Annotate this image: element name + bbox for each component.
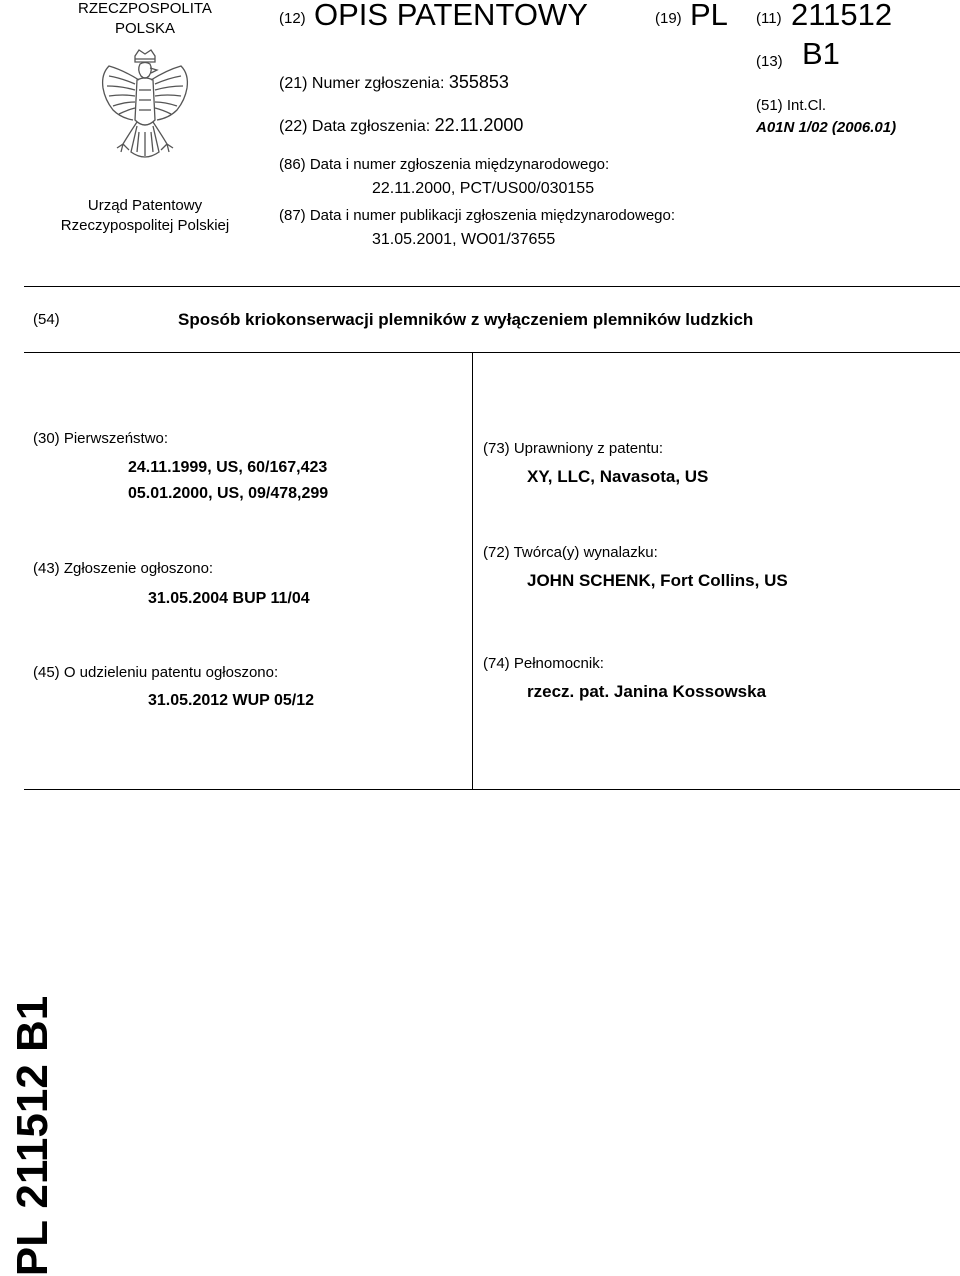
application-number: 355853	[448, 72, 509, 92]
doc-type-title: OPIS PATENTOWY	[314, 0, 588, 32]
country-code-label: (19)	[655, 10, 682, 27]
rule-title	[24, 352, 960, 353]
application-date-line	[279, 115, 523, 136]
intl-application-value: 22.11.2000, PCT/US00/030155	[372, 180, 595, 197]
application-date-label: (22) Data zgłoszenia:	[279, 118, 431, 135]
rule-column-divider	[472, 353, 473, 790]
country-name-line1: RZECZPOSPOLITA	[78, 0, 212, 17]
kind-code-label: (13)	[756, 53, 783, 70]
patent-number-label: (11)	[756, 10, 782, 27]
intl-application-label: (86) Data i numer zgłoszenia międzynarodowego:	[279, 156, 610, 173]
inventor-value: JOHN SCHENK, Fort Collins, US	[527, 571, 788, 590]
country-code: PL	[690, 0, 728, 32]
int-cl-label: (51) Int.Cl.	[756, 97, 827, 114]
polish-eagle-emblem-icon	[95, 48, 195, 186]
priority-value-1: 24.11.1999, US, 60/167,423	[128, 459, 328, 476]
office-name-line1: Urząd Patentowy	[87, 197, 203, 214]
granted-value: 31.05.2012 WUP 05/12	[148, 692, 315, 709]
country-name-line2: POLSKA	[114, 20, 176, 37]
rule-top	[24, 286, 960, 287]
intl-publication-value: 31.05.2001, WO01/37655	[372, 231, 556, 248]
application-number-line	[279, 72, 509, 93]
invention-title: Sposób kriokonserwacji plemników z wyłączeniem plemników ludzkich	[178, 310, 754, 329]
attorney-label: (74) Pełnomocnik:	[483, 655, 604, 672]
published-value: 31.05.2004 BUP 11/04	[148, 590, 310, 607]
office-name-line2: Rzeczypospolitej Polskiej	[60, 217, 230, 234]
rule-bottom	[24, 789, 960, 790]
int-cl-value: A01N 1/02 (2006.01)	[756, 119, 897, 136]
patent-number: 211512	[791, 0, 893, 32]
granted-label: (45) O udzieleniu patentu ogłoszono:	[33, 664, 279, 681]
priority-label: (30) Pierwszeństwo:	[33, 430, 169, 447]
inventor-label: (72) Twórca(y) wynalazku:	[483, 544, 658, 561]
owner-label: (73) Uprawniony z patentu:	[483, 440, 664, 457]
owner-value: XY, LLC, Navasota, US	[527, 467, 709, 486]
application-number-label: (21) Numer zgłoszenia:	[279, 75, 445, 92]
kind-code: B1	[802, 36, 840, 71]
published-label: (43) Zgłoszenie ogłoszono:	[33, 560, 214, 577]
title-code: (54)	[33, 311, 60, 328]
attorney-value: rzecz. pat. Janina Kossowska	[527, 682, 767, 701]
priority-value-2: 05.01.2000, US, 09/478,299	[128, 485, 329, 502]
application-date: 22.11.2000	[434, 115, 524, 135]
side-patent-label: PL 211512 B1	[8, 995, 57, 1276]
intl-publication-label: (87) Data i numer publikacji zgłoszenia międzynarodowego:	[279, 207, 676, 224]
doc-type-code: (12)	[279, 10, 306, 27]
